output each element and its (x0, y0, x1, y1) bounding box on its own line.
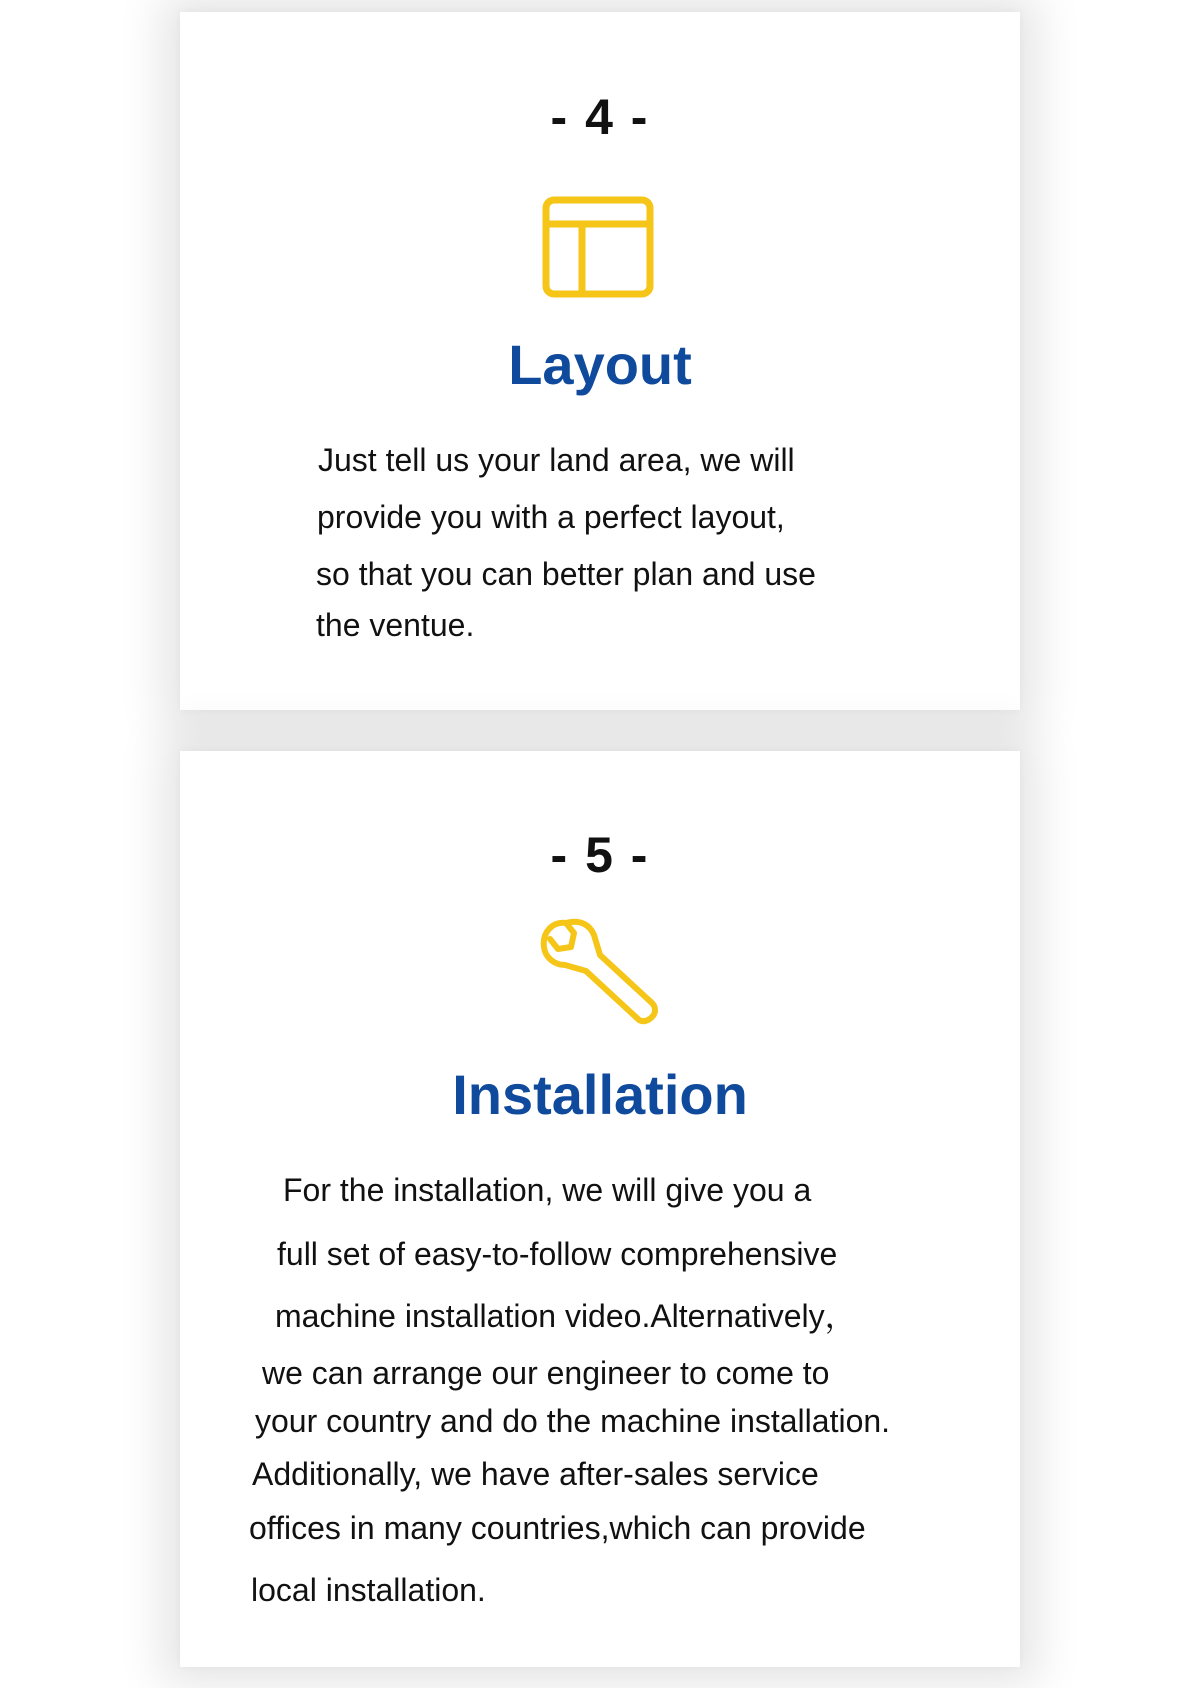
installation-text-line: offices in many countries,which can provide (249, 1510, 866, 1546)
layout-text-line: so that you can better plan and use (316, 556, 816, 592)
step-number-5: - 5 - (550, 827, 650, 883)
installation-text-line: machine installation video.Alternatively， (275, 1298, 857, 1334)
installation-text-line: full set of easy-to-follow comprehensive (277, 1236, 838, 1272)
layout-text-line: Just tell us your land area, we will (318, 442, 795, 478)
layout-text-line: provide you with a perfect layout, (317, 499, 785, 535)
installation-text-line: local installation. (251, 1572, 486, 1608)
layout-icon (542, 196, 654, 298)
section-title-layout: Layout (508, 333, 692, 396)
layout-text-line: the ventue. (316, 607, 475, 643)
section-title-installation: Installation (452, 1063, 748, 1126)
installation-text-line: your country and do the machine installation. (255, 1403, 891, 1439)
wrench-icon (538, 915, 660, 1025)
installation-text-line: Additionally, we have after-sales service (252, 1456, 819, 1492)
step-number-4: - 4 - (550, 89, 650, 145)
installation-text-line: For the installation, we will give you a (283, 1172, 812, 1208)
installation-text-line: we can arrange our engineer to come to (262, 1355, 830, 1391)
